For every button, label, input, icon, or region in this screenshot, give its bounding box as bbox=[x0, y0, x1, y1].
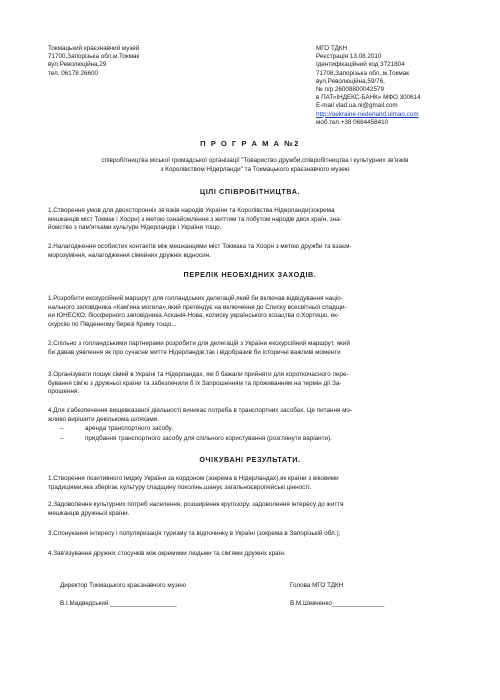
signatory-name: В.І.Мадведський ___________________ bbox=[60, 599, 177, 607]
goal-line: мешканців міст Токмак і Хоорн) з метою ознайомлення з життям та побутом народів двох країн, зна- bbox=[48, 215, 342, 223]
result-item bbox=[48, 530, 453, 539]
org-street: вул.Революційна,59/76, bbox=[316, 77, 385, 85]
section-results-title: ОЧІКУВАНІ РЕЗУЛЬТАТИ. bbox=[199, 455, 301, 464]
signatory-name: В.М.Шевченко_______________ bbox=[290, 599, 385, 607]
measure-line: бування сім'ю з дружньої країни та забезпечили б їх Запрошенням та проживанням на термін дії За- bbox=[48, 379, 342, 387]
org-account: № п/р 26008800042579 bbox=[316, 86, 384, 94]
result-line: 1.Створення позитивного іміджу України за кордоном (зокрема в Нідерландах),як країни з віковими bbox=[48, 475, 339, 482]
measure-bullet bbox=[60, 425, 450, 434]
bullet-text: аренда транспортного засобу, bbox=[85, 425, 173, 432]
goal-item bbox=[48, 207, 453, 233]
measure-item bbox=[48, 407, 453, 424]
goal-line: 2.Налагодження особистих контактів між мешканцями міст Токмака та Хоорн з метою дружби та взаєм- bbox=[48, 243, 352, 250]
result-line: 2.Задоволення культурних потреб населення, розширення кругозору, задоволення інтересу до життя bbox=[48, 501, 344, 508]
result-item bbox=[48, 475, 453, 492]
subtitle-line: співробітництва міської громадської організації "Товариство дружби,співробітництва і культурних зв'язків bbox=[101, 157, 409, 164]
signatory-role: Голова МГО ТДКН bbox=[290, 582, 344, 589]
measure-line: жливо вирішити декількома шляхами. bbox=[48, 415, 159, 423]
org-city: 71708,Запорізька обл.,м.Токмак bbox=[316, 69, 409, 77]
org-name: МГО ТДКН bbox=[316, 45, 348, 52]
bullet-marker: – bbox=[60, 435, 64, 442]
measure-line: 2.Спільно з голландськими партнерами розробити для делегацій з України екскурсійний маршрут, який bbox=[48, 340, 350, 347]
measure-line: 4.Для з'абезпечення вищевказаної діяльності виникає потреба в транспортних засобах. Це питання мо- bbox=[48, 407, 353, 414]
bullet-text: придбання транспортного засобу для спільного користування (розглянути варіанти). bbox=[85, 435, 332, 442]
museum-phone: тел. 06178 26600 bbox=[48, 69, 99, 77]
measure-item bbox=[48, 340, 453, 357]
org-email[interactable]: E-mail vlad.ua.nl@gmail.com bbox=[316, 102, 398, 110]
goal-line: йомство з пам'ятками культури Нідерландів і України тощо. bbox=[48, 224, 222, 232]
signature-left bbox=[60, 582, 280, 608]
section-goals-title: ЦІЛІ СПІВРОБІТНИЦТВА. bbox=[199, 187, 301, 196]
measure-item bbox=[48, 295, 453, 329]
bullet-marker: – bbox=[60, 425, 64, 432]
result-line: 4.Зав'язування дружніх стосунків між окремими людьми та сім'ями дружніх країн. bbox=[48, 550, 286, 557]
measure-line: би давав уявлення як про сучасне життя Нідерландів,так і відобразив би історичні важливі моменти bbox=[48, 348, 341, 356]
measure-line: ни ЮНЕСКО, біосферного заповідника Асканія-Нова, колиску українського козацтва о.Хортицю, ек- bbox=[48, 312, 339, 320]
measure-item bbox=[48, 371, 453, 397]
measure-line: 1.Розробити екскурсійний маршрут для голландських делегацій,який би включав відвідування націо- bbox=[48, 295, 343, 302]
goal-line: морозуміння, налагодження сімейних дружніх відносин. bbox=[48, 251, 211, 259]
museum-name: Токмацький краєзнавчий музей bbox=[48, 45, 140, 52]
subtitle-line: з Королівством Нідерланди" та Токмацького краєзнавчого музею bbox=[160, 165, 350, 173]
museum-address-block bbox=[48, 45, 248, 78]
result-line: 3.Спонукання інтересу і популяризація туризму та відпочинку в Україні (зокрема в Запорізькій обл.); bbox=[48, 530, 341, 537]
org-mobile: моб.тел.+38 0684458410 bbox=[316, 118, 389, 126]
museum-city: 71700,Запорізька обл.м.Токмак bbox=[48, 53, 140, 61]
result-item bbox=[48, 501, 453, 518]
measure-line: нального заповідника «Кам'яна могила»,який претендує на включення до Списку всесвітньої спадщи- bbox=[48, 303, 347, 311]
result-item bbox=[48, 550, 453, 559]
museum-street: вул.Революційна,29 bbox=[48, 61, 107, 69]
organization-details-block bbox=[316, 45, 491, 127]
signature-right bbox=[290, 582, 470, 608]
org-id-code: Ідентифікаційний код 3721804 bbox=[316, 61, 405, 69]
result-line: традиціями,яка зберігає культуру спадщину поколінь,шанує загальноєвропейські цінності. bbox=[48, 483, 312, 491]
measure-line: скурсію по Південному березі Криму тощо... bbox=[48, 320, 177, 328]
result-line: мешканців дружньої країни. bbox=[48, 509, 130, 517]
org-bank: в ПАТ«ІНДЕКС-БАНК» МФО 300614 bbox=[316, 94, 421, 102]
signatory-role: Директор Токмацького краєзнавчого музею bbox=[60, 582, 186, 589]
program-title: П Р О Г Р А М А №2 bbox=[200, 139, 300, 148]
measure-line: 3.Організувати пошук сімей в Україні та Нідерландах, які б бажали прийняти для короткочасного пере- bbox=[48, 371, 349, 378]
goal-item bbox=[48, 243, 453, 260]
measure-line: прошення. bbox=[48, 388, 80, 396]
org-registration: Реєстрація 13.08.2010 bbox=[316, 53, 382, 61]
goal-line: 1.Створення умов для двохсторонніх зв'язків народів України та Королівства Нідерланди(зокрема bbox=[48, 207, 335, 214]
measure-bullet bbox=[60, 435, 450, 444]
section-measures-title: ПЕРЕЛІК НЕОБХІДНИХ ЗАХОДІВ. bbox=[183, 270, 317, 279]
program-subtitle bbox=[55, 157, 455, 174]
org-website-link[interactable]: http://oekraine-nederland.ulmao.com bbox=[316, 110, 419, 118]
